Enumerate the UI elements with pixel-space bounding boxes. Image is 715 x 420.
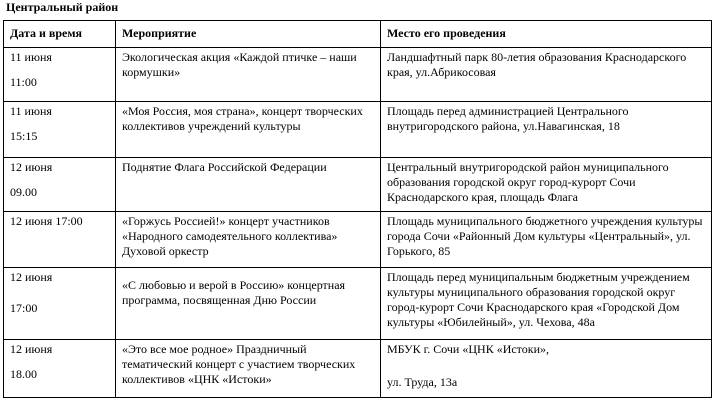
header-date: Дата и время: [4, 21, 116, 48]
date-text: 11 июня: [10, 104, 52, 118]
time-text: 17:00: [10, 301, 38, 315]
section-title: Центральный район: [6, 0, 119, 14]
date-text: 11 июня: [10, 50, 52, 64]
date-text: 12 июня: [10, 270, 53, 284]
table-row: [4, 340, 712, 398]
event-cell: [116, 268, 381, 340]
events-table: [3, 20, 712, 398]
date-cell: [4, 268, 116, 340]
table-row: [4, 102, 712, 158]
date-cell: [4, 48, 116, 102]
time-text: 18.00: [10, 367, 37, 381]
time-text: 11:00: [10, 75, 37, 89]
date-cell: 12 июня 17:00: [4, 212, 116, 268]
date-cell: [4, 158, 116, 212]
date-text: 12 июня: [10, 160, 53, 174]
table-row: [4, 158, 712, 212]
event-text: «С любовью и верой в Россию» концертная программа, посвященная Дню России: [122, 278, 346, 307]
time-text: 15:15: [10, 129, 38, 143]
event-cell: Экологическая акция «Каждой птичке – наши кормушки»: [116, 48, 381, 102]
place-cell: Площадь муниципального бюджетного учреждения культуры города Сочи «Районный Дом культуры «Центральный», ул. Горького, 85: [381, 212, 712, 268]
header-place: Место его проведения: [381, 21, 712, 48]
place-cell: Ландшафтный парк 80-летия образования Краснодарского края, ул.Абрикосовая: [381, 48, 712, 102]
table-row: [4, 48, 712, 102]
place-text-street: ул. Труда, 13а: [387, 375, 458, 389]
place-cell: [381, 340, 712, 398]
place-text: МБУК г. Сочи «ЦНК «Истоки»,: [387, 342, 550, 356]
place-cell: Площадь перед муниципальным бюджетным учреждением культуры муниципального образования городской округ город-курорт Сочи Краснодарского края «Городской Дом культуры «Юбилейный», ул. Чехова, 48а: [381, 268, 712, 340]
date-text: 12 июня: [10, 342, 53, 356]
event-cell: «Горжусь Россией!» концерт участников «Народного самодеятельного коллектива» Духовой оркестр: [116, 212, 381, 268]
event-cell: «Моя Россия, моя страна», концерт творческих коллективов учреждений культуры: [116, 102, 381, 158]
place-cell: Площадь перед администрацией Центрального внутригородского района, ул.Навагинская, 18: [381, 102, 712, 158]
date-cell: [4, 102, 116, 158]
header-event: Мероприятие: [116, 21, 381, 48]
event-cell: «Это все мое родное» Праздничный тематический концерт с участием творческих коллективов «ЦНК «Истоки»: [116, 340, 381, 398]
date-cell: [4, 340, 116, 398]
table-row: [4, 268, 712, 340]
time-text: 09.00: [10, 185, 37, 199]
event-cell: Поднятие Флага Российской Федерации: [116, 158, 381, 212]
table-row: [4, 212, 712, 268]
place-cell: Центральный внутригородской район муниципального образования городской округ город-курорт Сочи Краснодарского края, площадь Флага: [381, 158, 712, 212]
table-header-row: [4, 21, 712, 48]
